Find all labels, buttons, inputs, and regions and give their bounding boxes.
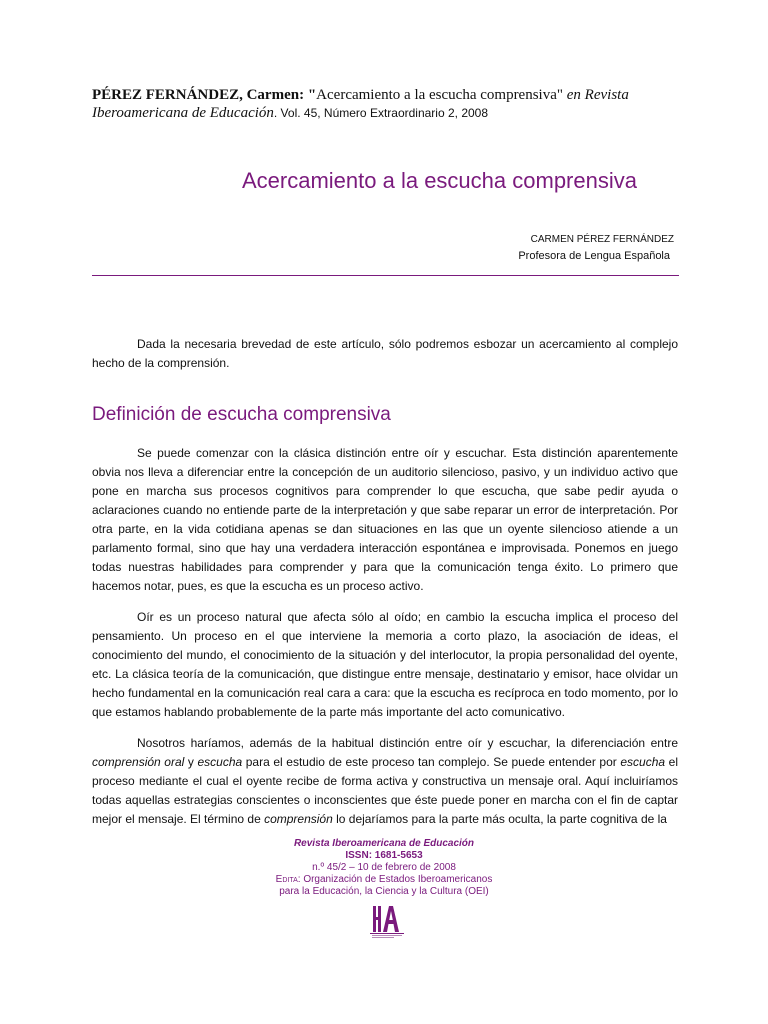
journal-logo-icon xyxy=(370,904,404,940)
paragraph-3-text: lo dejaríamos para la parte más oculta, la parte cognitiva de la xyxy=(332,812,667,826)
section-body xyxy=(92,444,678,841)
paragraph-3-emphasis: comprensión xyxy=(264,812,333,826)
citation-article: Acercamiento a la escucha comprensiva" xyxy=(316,87,567,103)
paragraph-3-text: y xyxy=(184,755,198,769)
paragraph-1: Se puede comenzar con la clásica distinción entre oír y escuchar. Esta distinción aparentemente obvia nos lleva a diferenciar entre la concepción de un auditorio silencioso, pasivo, y un individuo activo que pone en marcha sus procesos cognitivos para comprender lo que escucha, que sabe pedir ayuda o aclaraciones cuando no entiende parte de la interpretación y que sabe reparar un error de interpretación. Por otra parte, en la vida cotidiana apenas se dan situaciones en las que un oyente silencioso atiende a un parlamento formal, sino que hay una verdadera interacción espontánea e improvisada. Ponemos en juego todas nuestras habilidades para comprender y para que la comunicación tenga éxito. Lo primero que hacemos notar, pues, es que la escucha es un proceso activo. xyxy=(92,446,678,593)
section-heading: Definición de escucha comprensiva xyxy=(92,404,391,425)
footer-edita-text: : Organización de Estados Iberoamericanos xyxy=(297,874,493,885)
footer-edita xyxy=(0,874,768,886)
footer-journal: Revista Iberoamericana de Educación xyxy=(293,838,475,849)
article-title: Acercamiento a la escucha comprensiva xyxy=(242,168,637,193)
paragraph-3-text: Nosotros haríamos, además de la habitual distinción entre oír y escuchar, la diferenciación entre xyxy=(137,736,678,750)
footer-issn: ISSN: 1681-5653 xyxy=(345,850,423,861)
paragraph-3-emphasis: escucha xyxy=(197,755,243,769)
paragraph-3-emphasis: comprensión oral xyxy=(92,755,185,769)
footer-issue: n.º 45/2 – 10 de febrero de 2008 xyxy=(312,862,456,873)
paragraph-2: Oír es un proceso natural que afecta sólo al oído; en cambio la escucha implica el proceso del pensamiento. Un proceso en el que interviene la memoria a corto plazo, la asociación de ideas, el conocimiento del mundo, el conocimiento de la situación y del interlocutor, la propia personalidad del oyente, etc. La clásica teoría de la comunicación, que distingue entre mensaje, destinatario y emisor, hace olvidar un hecho fundamental en la comunicación real cara a cara: que la escucha es recíproca en todo momento, por lo que estamos hablando probablemente de la parte más importante del acto comunicativo. xyxy=(92,610,678,719)
citation-volume: . Vol. 45, Número Extraordinario 2, 2008 xyxy=(273,106,489,120)
footer-edita-2: para la Educación, la Ciencia y la Cultura (OEI) xyxy=(279,886,489,897)
paragraph-3-emphasis: escucha xyxy=(620,755,666,769)
citation-journal: en Revista Iberoamericana de Educación xyxy=(92,87,629,121)
author-name: CARMEN PÉREZ FERNÁNDEZ xyxy=(530,234,674,245)
citation xyxy=(92,86,692,122)
citation-author: PÉREZ FERNÁNDEZ, Carmen: " xyxy=(92,87,317,103)
author-role: Profesora de Lengua Española xyxy=(518,250,670,262)
page-footer xyxy=(0,838,768,898)
paragraph-3-text: el proceso mediante el cual el oyente recibe de forma activa y constructiva un mensaje oral. Aquí incluiríamos todas aquellas estrategias conscientes o inconscientes que éste puede poner en marcha con el fin de captar mejor el mensaje. El término de xyxy=(92,755,678,826)
paragraph-3-text: para el estudio de este proceso tan complejo. Se puede entender por xyxy=(242,755,621,769)
paragraph-3 xyxy=(92,734,678,829)
footer-edita-label: Edita xyxy=(275,874,298,885)
intro-block xyxy=(92,335,678,385)
intro-paragraph: Dada la necesaria brevedad de este artículo, sólo podremos esbozar un acercamiento al complejo hecho de la comprensión. xyxy=(92,337,678,370)
title-divider xyxy=(92,275,679,276)
